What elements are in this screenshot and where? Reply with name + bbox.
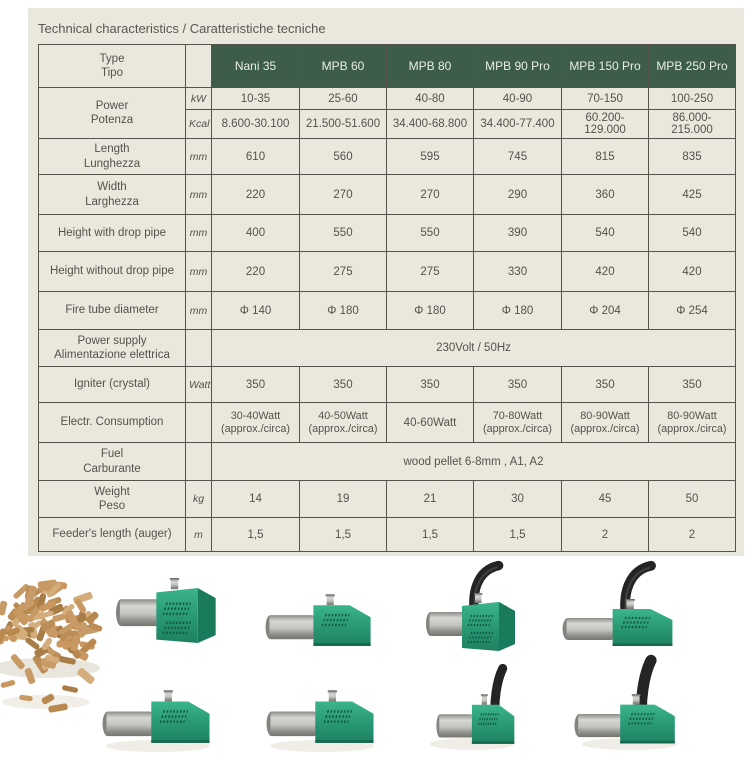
cell-height-without-drop-pipe-3: 330 xyxy=(474,252,562,292)
cell-power-0-4: 70-150 xyxy=(562,88,649,110)
row-label-fuel: Fuel Carburante xyxy=(39,443,186,481)
row-igniter xyxy=(39,367,736,403)
col-header-mpb-60: MPB 60 xyxy=(300,45,387,88)
row-width xyxy=(39,175,736,215)
cell-width-1: 270 xyxy=(300,175,387,215)
cell-feeder-length-4: 2 xyxy=(562,518,649,552)
page-title: Technical characteristics / Caratteristiche tecniche xyxy=(38,21,326,36)
cell-length-0: 610 xyxy=(212,139,300,175)
row-weight xyxy=(39,481,736,518)
unit-fuel xyxy=(186,443,212,481)
cell-power-0-2: 40-80 xyxy=(387,88,474,110)
col-header-mpb-250-pro: MPB 250 Pro xyxy=(649,45,736,88)
row-label-igniter: Igniter (crystal) xyxy=(39,367,186,403)
cell-width-2: 270 xyxy=(387,175,474,215)
unit-weight: kg xyxy=(186,481,212,518)
cell-power-1-1: 21.500-51.600 xyxy=(300,110,387,139)
unit-feeder-length: m xyxy=(186,518,212,552)
row-power-0 xyxy=(39,88,736,110)
row-length xyxy=(39,139,736,175)
row-label-weight: Weight Peso xyxy=(39,481,186,518)
cell-igniter-2: 350 xyxy=(387,367,474,403)
burner-photo-7 xyxy=(436,668,514,743)
cell-width-0: 220 xyxy=(212,175,300,215)
row-power-supply xyxy=(39,330,736,367)
cell-power-1-3: 34.400-77.400 xyxy=(474,110,562,139)
cell-length-1: 560 xyxy=(300,139,387,175)
row-label-power: Power Potenza xyxy=(39,88,186,139)
cell-electr-consumption-2: 40-60Watt xyxy=(387,403,474,443)
cell-height-with-drop-pipe-0: 400 xyxy=(212,215,300,252)
cell-weight-3: 30 xyxy=(474,481,562,518)
cell-length-5: 835 xyxy=(649,139,736,175)
cell-feeder-length-1: 1,5 xyxy=(300,518,387,552)
burner-photo-1 xyxy=(116,578,216,643)
unit-electr-consumption xyxy=(186,403,212,443)
unit-power-1: Kcal xyxy=(186,110,212,139)
col-header-mpb-80: MPB 80 xyxy=(387,45,474,88)
unit-length: mm xyxy=(186,139,212,175)
cell-length-2: 595 xyxy=(387,139,474,175)
wood-pellet-pile xyxy=(0,579,103,713)
corner-cell-type: Type Tipo xyxy=(39,45,186,88)
cell-weight-2: 21 xyxy=(387,481,474,518)
burner-photo-2 xyxy=(266,594,371,646)
cell-width-5: 425 xyxy=(649,175,736,215)
row-fuel xyxy=(39,443,736,481)
cell-feeder-length-0: 1,5 xyxy=(212,518,300,552)
cell-power-0-5: 100-250 xyxy=(649,88,736,110)
cell-height-without-drop-pipe-0: 220 xyxy=(212,252,300,292)
burner-photo-5 xyxy=(103,690,210,743)
row-feeder-length xyxy=(39,518,736,552)
cell-height-with-drop-pipe-2: 550 xyxy=(387,215,474,252)
unit-width: mm xyxy=(186,175,212,215)
col-header-nani-35: Nani 35 xyxy=(212,45,300,88)
cell-electr-consumption-0: 30-40Watt (approx./circa) xyxy=(212,403,300,443)
row-label-fire-tube-diameter: Fire tube diameter xyxy=(39,292,186,330)
cell-fire-tube-diameter-3: Φ 180 xyxy=(474,292,562,330)
cell-power-0-3: 40-90 xyxy=(474,88,562,110)
row-label-height-without-drop-pipe: Height without drop pipe xyxy=(39,252,186,292)
burner-photo-3 xyxy=(426,566,515,652)
cell-fuel-span: wood pellet 6-8mm , A1, A2 xyxy=(212,443,736,481)
cell-power-1-0: 8.600-30.100 xyxy=(212,110,300,139)
col-header-mpb-90-pro: MPB 90 Pro xyxy=(474,45,562,88)
spec-panel xyxy=(28,8,744,556)
cell-power-0-0: 10-35 xyxy=(212,88,300,110)
cell-fire-tube-diameter-2: Φ 180 xyxy=(387,292,474,330)
burner-photo-6 xyxy=(267,690,374,743)
cell-feeder-length-3: 1,5 xyxy=(474,518,562,552)
corner-cell-unit xyxy=(186,45,212,88)
unit-fire-tube-diameter: mm xyxy=(186,292,212,330)
cell-igniter-1: 350 xyxy=(300,367,387,403)
row-height-with-drop-pipe xyxy=(39,215,736,252)
cell-electr-consumption-1: 40-50Watt (approx./circa) xyxy=(300,403,387,443)
row-electr-consumption xyxy=(39,403,736,443)
cell-igniter-5: 350 xyxy=(649,367,736,403)
unit-power-supply xyxy=(186,330,212,367)
cell-electr-consumption-5: 80-90Watt (approx./circa) xyxy=(649,403,736,443)
cell-feeder-length-5: 2 xyxy=(649,518,736,552)
spec-table-body xyxy=(39,45,736,552)
cell-igniter-0: 350 xyxy=(212,367,300,403)
row-label-power-supply: Power supply Alimentazione elettrica xyxy=(39,330,186,367)
cell-power-supply-span: 230Volt / 50Hz xyxy=(212,330,736,367)
cell-power-1-4: 60.200-129.000 xyxy=(562,110,649,139)
cell-height-without-drop-pipe-1: 275 xyxy=(300,252,387,292)
cell-height-with-drop-pipe-4: 540 xyxy=(562,215,649,252)
cell-length-4: 815 xyxy=(562,139,649,175)
cell-weight-5: 50 xyxy=(649,481,736,518)
cell-height-without-drop-pipe-2: 275 xyxy=(387,252,474,292)
burner-photo-8 xyxy=(575,660,675,743)
cell-weight-4: 45 xyxy=(562,481,649,518)
cell-electr-consumption-4: 80-90Watt (approx./circa) xyxy=(562,403,649,443)
cell-height-with-drop-pipe-1: 550 xyxy=(300,215,387,252)
col-header-mpb-150-pro: MPB 150 Pro xyxy=(562,45,649,88)
cell-power-0-1: 25-60 xyxy=(300,88,387,110)
unit-igniter: Watt xyxy=(186,367,212,403)
row-label-length: Length Lunghezza xyxy=(39,139,186,175)
cell-fire-tube-diameter-0: Φ 140 xyxy=(212,292,300,330)
cell-width-4: 360 xyxy=(562,175,649,215)
cell-height-with-drop-pipe-5: 540 xyxy=(649,215,736,252)
cell-height-without-drop-pipe-5: 420 xyxy=(649,252,736,292)
cell-length-3: 745 xyxy=(474,139,562,175)
spec-table xyxy=(38,44,736,552)
burner-photo-4 xyxy=(563,566,673,646)
product-gallery xyxy=(0,556,754,761)
cell-height-without-drop-pipe-4: 420 xyxy=(562,252,649,292)
unit-height-with-drop-pipe: mm xyxy=(186,215,212,252)
header-row xyxy=(39,45,736,88)
cell-fire-tube-diameter-4: Φ 204 xyxy=(562,292,649,330)
cell-igniter-4: 350 xyxy=(562,367,649,403)
row-label-electr-consumption: Electr. Consumption xyxy=(39,403,186,443)
row-label-height-with-drop-pipe: Height with drop pipe xyxy=(39,215,186,252)
cell-electr-consumption-3: 70-80Watt (approx./circa) xyxy=(474,403,562,443)
cell-igniter-3: 350 xyxy=(474,367,562,403)
cell-height-with-drop-pipe-3: 390 xyxy=(474,215,562,252)
row-label-feeder-length: Feeder's length (auger) xyxy=(39,518,186,552)
cell-feeder-length-2: 1,5 xyxy=(387,518,474,552)
cell-weight-0: 14 xyxy=(212,481,300,518)
cell-fire-tube-diameter-5: Φ 254 xyxy=(649,292,736,330)
row-fire-tube-diameter xyxy=(39,292,736,330)
row-height-without-drop-pipe xyxy=(39,252,736,292)
unit-power-0: kW xyxy=(186,88,212,110)
cell-power-1-2: 34.400-68.800 xyxy=(387,110,474,139)
cell-fire-tube-diameter-1: Φ 180 xyxy=(300,292,387,330)
cell-weight-1: 19 xyxy=(300,481,387,518)
row-label-width: Width Larghezza xyxy=(39,175,186,215)
cell-power-1-5: 86.000-215.000 xyxy=(649,110,736,139)
unit-height-without-drop-pipe: mm xyxy=(186,252,212,292)
cell-width-3: 290 xyxy=(474,175,562,215)
